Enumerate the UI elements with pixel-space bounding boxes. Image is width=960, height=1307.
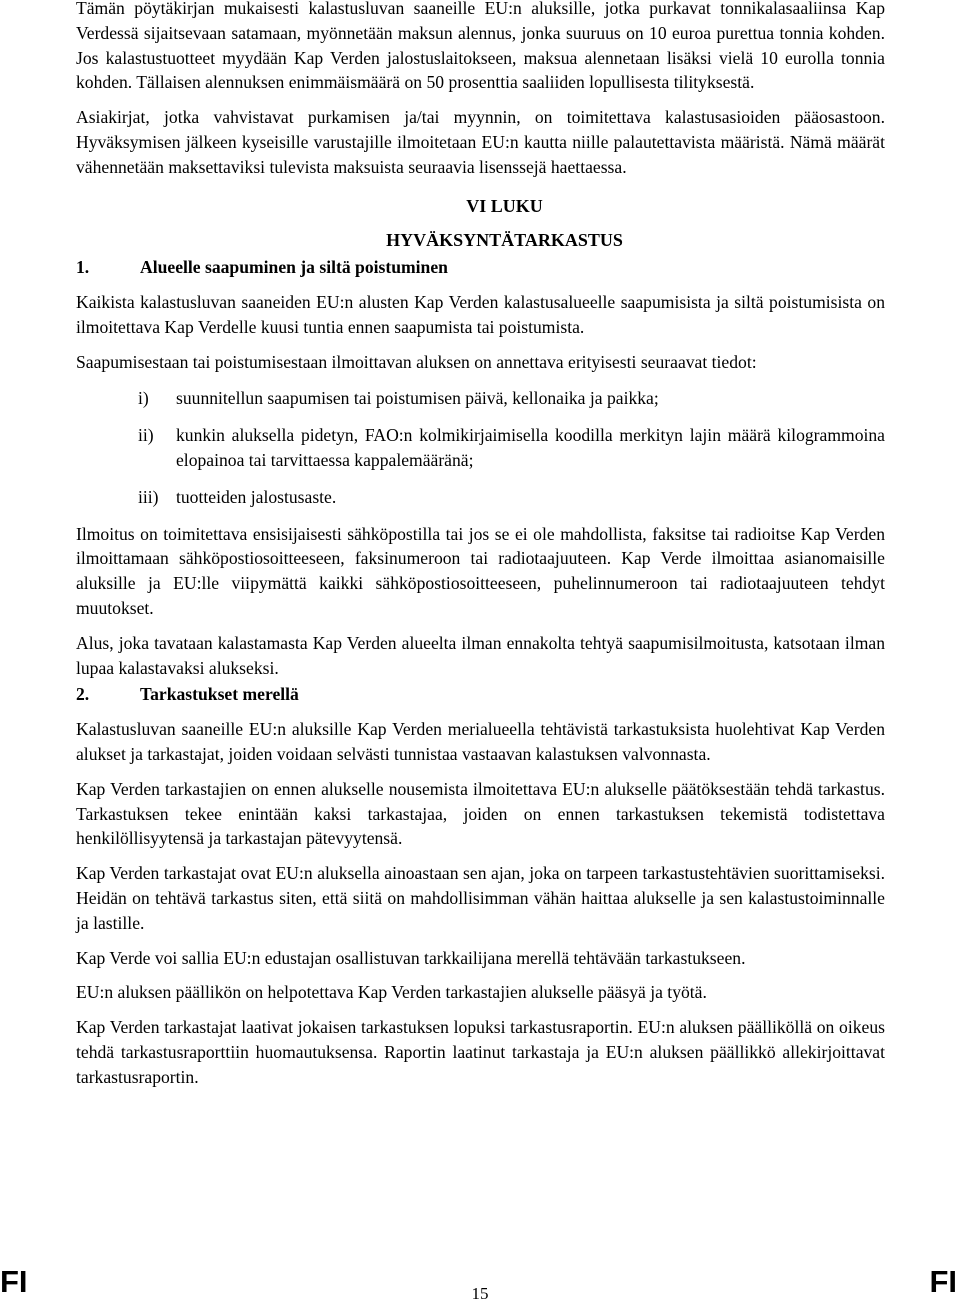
paragraph-inspector-duration: Kap Verden tarkastajat ovat EU:n aluksella ainoastaan sen ajan, joka on tarpeen tarkastustehtävien suorittamiseksi. Heidän on tehtävä tarkastus siten, että siitä on mahdollisimman vähän haittaa alukselle ja sen kalastustoiminnalle ja lastille. — [76, 863, 885, 933]
list-item-marker: i) — [138, 388, 149, 409]
paragraph-discount: Tämän pöytäkirjan mukaisesti kalastusluvan saaneille EU:n aluksille, jotka purkavat tonnikalasaaliinsa Kap Verdessä sijaitsevaan satamaan, myönnetään maksun alennus, jonka suuruus on 10 euroa purettua tonnia kohden. Jos kalastustuotteet myydään Kap Verden jalostuslaitokseen, maksua alennetaan lisäksi vielä 10 eurolla tonnia kohden. Tällaisen alennuksen enimmäismäärä on 50 prosenttia saaliiden lopullisesta tilityksestä. — [76, 0, 885, 93]
section-2-heading — [76, 682, 885, 707]
info-list — [76, 386, 885, 509]
list-item-text: kunkin aluksella pidetyn, FAO:n kolmikirjaimisella koodilla merkityn lajin määrä kilogrammoina elopainoa tai tarvittaessa kappalemääränä; — [176, 425, 885, 470]
paragraph-unannounced-vessel: Alus, joka tavataan kalastamasta Kap Verden alueelta ilman ennakolta tehtyä saapumisilmoitusta, katsotaan ilman lupaa kalastavaksi alukseksi. — [76, 632, 885, 678]
list-item-text: tuotteiden jalostusaste. — [176, 486, 337, 507]
list-item — [76, 485, 885, 510]
document-page — [76, 0, 885, 1089]
footer-language-right: FI — [929, 1264, 957, 1299]
paragraph-documents: Asiakirjat, jotka vahvistavat purkamisen ja/tai myynnin, on toimitettava kalastusasioiden pääosastoon. Hyväksymisen jälkeen kyseisille varustajille ilmoitetaan EU:n kautta niille palautettavista määristä. Nämä määrät vähennetään maksettaviksi tulevista maksuista seuraavia lisenssejä haettaessa. — [76, 107, 885, 177]
paragraph-arrival-info: Saapumisestaan tai poistumisestaan ilmoittavan aluksen on annettava erityisesti seuraavat tiedot: — [76, 351, 757, 372]
section-2-number: 2. — [76, 684, 90, 705]
list-item-marker: ii) — [138, 425, 154, 446]
paragraph-inspections: Kalastusluvan saaneille EU:n aluksille Kap Verden merialueella tehtävistä tarkastuksista huolehtivat Kap Verden alukset ja tarkastajat, joiden voidaan selvästi tunnistaa vastaavan kalastuksen valvonnasta. — [76, 719, 885, 764]
paragraph-master-duty: EU:n aluksen päällikön on helpotettava Kap Verden tarkastajien alukselle pääsyä ja työtä. — [76, 982, 707, 1003]
list-item — [76, 386, 885, 411]
paragraph-inspection-report: Kap Verden tarkastajat laativat jokaisen tarkastuksen lopuksi tarkastusraportin. EU:n aluksen päälliköllä on oikeus tehdä tarkastusraporttiin huomautuksensa. Raportin laatinut tarkastaja ja EU:n aluksen päällikkö allekirjoittavat tarkastusraportin. — [76, 1017, 885, 1087]
chapter-title: HYVÄKSYNTÄTARKASTUS — [386, 230, 623, 251]
paragraph-inspector-boarding: Kap Verden tarkastajien on ennen alukselle nousemista ilmoitettava EU:n alukselle päätöksestään tehdä tarkastus. Tarkastuksen tekee enintään kaksi tarkastajaa, joiden on ennen tarkastuksen tekemistä todistettava henkilöllisyytensä ja tarkastajan pätevyytensä. — [76, 778, 885, 849]
paragraph-eu-observer: Kap Verde voi sallia EU:n edustajan osallistuvan tarkkailijana merellä tehtävään tarkastukseen. — [76, 947, 746, 968]
list-item-marker: iii) — [138, 486, 159, 507]
list-item — [76, 423, 885, 473]
paragraph-arrival-notice: Kaikista kalastusluvan saaneiden EU:n alusten Kap Verden kalastusalueelle saapumisista ja siltä poistumisista on ilmoitettava Kap Verdelle kuusi tuntia ennen saapumista tai poistumista. — [76, 291, 885, 337]
section-2-title: Tarkastukset merellä — [140, 684, 299, 705]
list-item-text: suunnitellun saapumisen tai poistumisen päivä, kellonaika ja paikka; — [176, 388, 659, 409]
page-number: 15 — [471, 1284, 489, 1303]
paragraph-notification-method: Ilmoitus on toimitettava ensisijaisesti sähköpostilla tai jos se ei ole mahdollista, faksitse tai radioitse Kap Verden ilmoittamaan sähköpostiosoitteeseen, faksinumeroon tai radiotaajuuteen. Kap Verde ilmoittaa asianomaisille aluksille ja EU:lle viipymättä kaikki sähköpostiosoitteeseen, puhelinnumeroon tai radiotaajuuteen tehdyt muutokset. — [76, 523, 885, 618]
section-1-number: 1. — [76, 257, 90, 278]
section-1-heading — [76, 255, 885, 280]
footer-language-left: FI — [0, 1264, 28, 1299]
chapter-number: VI LUKU — [466, 195, 543, 216]
section-1-title: Alueelle saapuminen ja siltä poistuminen — [140, 257, 448, 278]
